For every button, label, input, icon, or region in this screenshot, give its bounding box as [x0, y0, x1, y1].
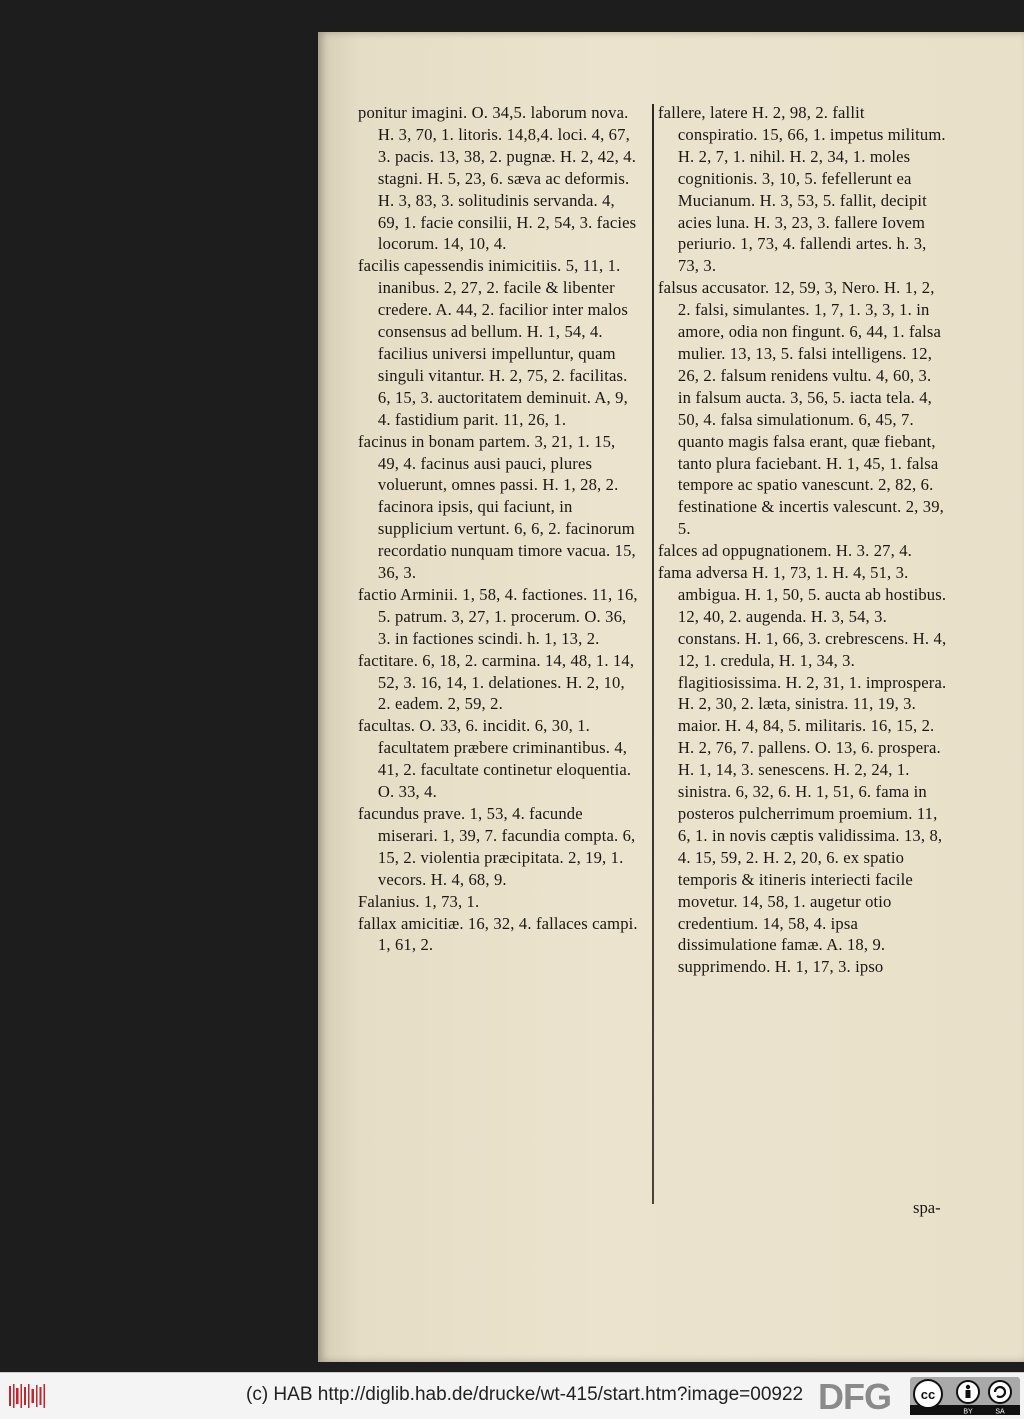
index-entry: facinus in bonam partem. 3, 21, 1. 15, 49, 4. facinus ausi pauci, plures voluerunt, omnes passi. H. 1, 28, 2. facinora ipsis, qui faciunt, in supplicium vertunt. 6, 6, 2. facinorum recordatio nunquam timore vacua. 15, 36, 3. [358, 431, 636, 583]
svg-text:cc: cc [920, 1387, 936, 1402]
column-divider [652, 104, 654, 1204]
index-entry: ponitur imagini. O. 34,5. laborum nova. H. 3, 70, 1. litoris. 14,8,4. loci. 4, 67, 3. pacis. 13, 38, 2. pugnæ. H. 2, 42, 4. stagni. H. 5, 23, 6. sæva ac deformis. H. 3, 83, 3. solitudinis servanda. 4, 69, 1. facie consilii, H. 2, 54, 3. facies locorum. 14, 10, 4. [358, 103, 637, 254]
left-column [358, 102, 638, 956]
copyright-link[interactable]: (c) HAB http://diglib.hab.de/drucke/wt-415/start.htm?image=00922 [246, 1384, 804, 1405]
catchword: spa- [913, 1198, 941, 1217]
index-entry: facultas. O. 33, 6. incidit. 6, 30, 1. facultatem præbere criminantibus. 4, 41, 2. facultate continetur eloquentia. O. 33, 4. [358, 716, 632, 802]
svg-text:SA: SA [995, 1408, 1005, 1415]
barcode-icon [8, 1382, 48, 1410]
index-entry: facilis capessendis inimicitiis. 5, 11, 1. inanibus. 2, 27, 2. facile & libenter credere. A. 44, 2. facilior inter malos consensus ad bellum. H. 1, 54, 4. facilius universi impelluntur, quam singuli vitantur. H. 2, 75, 2. facilitas. 6, 15, 3. auctoritatem deminuit. A, 9, 4. fastidium parit. 11, 26, 1. [358, 256, 628, 429]
index-entry: fama adversa H. 1, 73, 1. H. 4, 51, 3. ambigua. H. 1, 50, 5. aucta ab hostibus. 12, 40, 2. augenda. H. 3, 54, 3. constans. H. 1, 66, 3. crebrescens. H. 4, 12, 1. credula, H. 1, 34, 3. flagitiosissima. H. 2, 31, 1. improspera. H. 2, 30, 2. læta, sinistra. 11, 19, 3. maior. H. 4, 84, 5. militaris. 16, 15, 2. H. 2, 76, 7. pallens. O. 13, 6. prospera. H. 1, 14, 3. senescens. H. 2, 24, 1. sinistra. 6, 32, 6. H. 1, 51, 6. fama in posteros pulcherrimum proemium. 11, 6, 1. in novis cæptis validissima. 13, 8, 4. 15, 59, 2. H. 2, 20, 6. ex spatio temporis & itineris interiecti facile movetur. 14, 58, 1. augetur otio credentium. 14, 58, 4. ipsa dissimulatione famæ. A. 18, 9. supprimendo. H. 1, 17, 3. ipso [658, 563, 947, 977]
svg-text:BY: BY [963, 1408, 973, 1415]
cc-license-icon [910, 1377, 1020, 1415]
index-entry: falsus accusator. 12, 59, 3, Nero. H. 1, 2, 2. falsi, simulantes. 1, 7, 1. 3, 3, 1. in amore, odia non fingunt. 6, 44, 1. falsa mulier. 13, 13, 5. falsi intelligens. 12, 26, 2. falsum renidens vultu. 4, 60, 3. in falsum aucta. 3, 56, 5. iacta tela. 4, 50, 4. falsa simulationum. 6, 45, 7. quanto magis falsa erant, quæ fiebant, tanto plura faciebant. H. 1, 45, 1. falsa tempore ac spatio vanescunt. 2, 82, 6. festinatione & incertis valescunt. 2, 39, 5. [658, 278, 944, 539]
index-entry: factio Arminii. 1, 58, 4. factiones. 11, 16, 5. patrum. 3, 27, 1. procerum. O. 36, 3. in factiones scindi. h. 1, 13, 2. [358, 584, 638, 648]
footer-bar [0, 1372, 1024, 1419]
index-entry: fallax amicitiæ. 16, 32, 4. fallaces campi. 1, 61, 2. [358, 913, 638, 955]
dfg-logo: DFG [818, 1376, 891, 1417]
index-entry: falces ad oppugnationem. H. 3. 27, 4. [658, 541, 912, 561]
index-entry: fallere, latere H. 2, 98, 2. fallit conspiratio. 15, 66, 1. impetus militum. H. 2, 7, 1. nihil. H. 2, 34, 1. moles cognitionis. 3, 10, 5. fefellerunt ea Mucianum. H. 3, 53, 5. fallit, decipit acies luna. H. 3, 23, 3. fallere Iovem periurio. 1, 73, 4. fallendi artes. h. 3, 73, 3. [658, 103, 946, 276]
index-entry: Falanius. 1, 73, 1. [358, 891, 480, 911]
index-entry: factitare. 6, 18, 2. carmina. 14, 48, 1. 14, 52, 3. 16, 14, 1. delationes. H. 2, 10, 2. eadem. 2, 59, 2. [358, 650, 635, 714]
book-page [318, 32, 1024, 1362]
right-column [658, 102, 948, 978]
index-entry: facundus prave. 1, 53, 4. facunde miserari. 1, 39, 7. facundia compta. 6, 15, 2. violentia præcipitata. 2, 19, 1. vecors. H. 4, 68, 9. [358, 804, 636, 889]
